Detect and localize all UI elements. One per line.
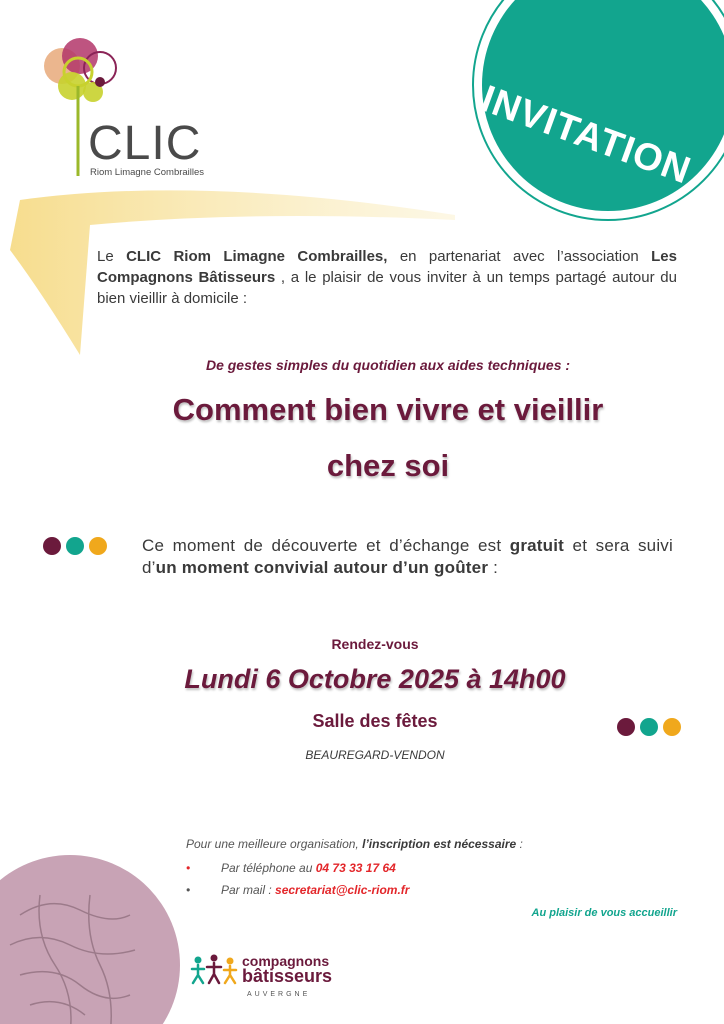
welcome-text: Au plaisir de vous accueillir: [531, 907, 677, 919]
intro-paragraph: Le CLIC Riom Limagne Combrailles, en partenariat avec l’association Les Compagnons Bâtisseurs , a le plaisir de vous inviter à un temps partagé autour du bien vieillir à domicile :: [97, 248, 677, 307]
registration-note: Pour une meilleure organisation, l’inscription est nécessaire :: [186, 837, 523, 851]
registration-required: l’inscription est nécessaire: [362, 837, 517, 851]
meeting-label: Rendez-vous: [331, 636, 419, 652]
clic-name: CLIC Riom Limagne Combrailles,: [126, 248, 388, 265]
event-title-line2: chez soi: [326, 448, 450, 483]
orange-dot: [89, 537, 107, 555]
snack-label: un moment convivial autour d’un goûter: [155, 558, 489, 577]
moment-paragraph: Ce moment de découverte et d’échange est gratuit et sera suivi d’un moment convivial autour d’un goûter :: [142, 536, 673, 577]
partner-logo-line1: compagnons: [242, 953, 330, 969]
hands-icon: [0, 855, 180, 1024]
partner-name: Les Compagnons Bâtisseurs: [97, 248, 677, 286]
email-link[interactable]: secretariat@clic-riom.fr: [275, 883, 410, 897]
decorative-dots-right: [617, 718, 681, 736]
teal-dot: [66, 537, 84, 555]
event-date: Lundi 6 Octobre 2025 à 14h00: [184, 664, 566, 694]
partner-logo-line3: AUVERGNE: [247, 991, 311, 998]
orange-dot: [663, 718, 681, 736]
hands-circle-illustration: [0, 855, 180, 1024]
mail-contact: • Par mail : secretariat@clic-riom.fr: [186, 883, 410, 897]
clic-logo-name: CLIC: [88, 117, 202, 170]
decorative-dots-left: [43, 537, 107, 555]
event-venue: Salle des fêtes: [312, 711, 438, 731]
event-title-line1: Comment bien vivre et vieillir: [172, 392, 604, 427]
invitation-title: INVITATION: [475, 78, 697, 193]
clic-logo-subtitle: Riom Limagne Combrailles: [90, 167, 205, 178]
phone-number[interactable]: 04 73 33 17 64: [315, 861, 396, 875]
free-label: gratuit: [509, 536, 565, 555]
partner-logo-line2: bâtisseurs: [242, 966, 333, 986]
purple-dot: [43, 537, 61, 555]
teal-dot: [640, 718, 658, 736]
event-subtitle: De gestes simples du quotidien aux aides techniques :: [205, 357, 571, 373]
event-town: BEAUREGARD-VENDON: [305, 748, 445, 762]
phone-contact: • Par téléphone au 04 73 33 17 64: [186, 861, 396, 875]
purple-dot: [617, 718, 635, 736]
